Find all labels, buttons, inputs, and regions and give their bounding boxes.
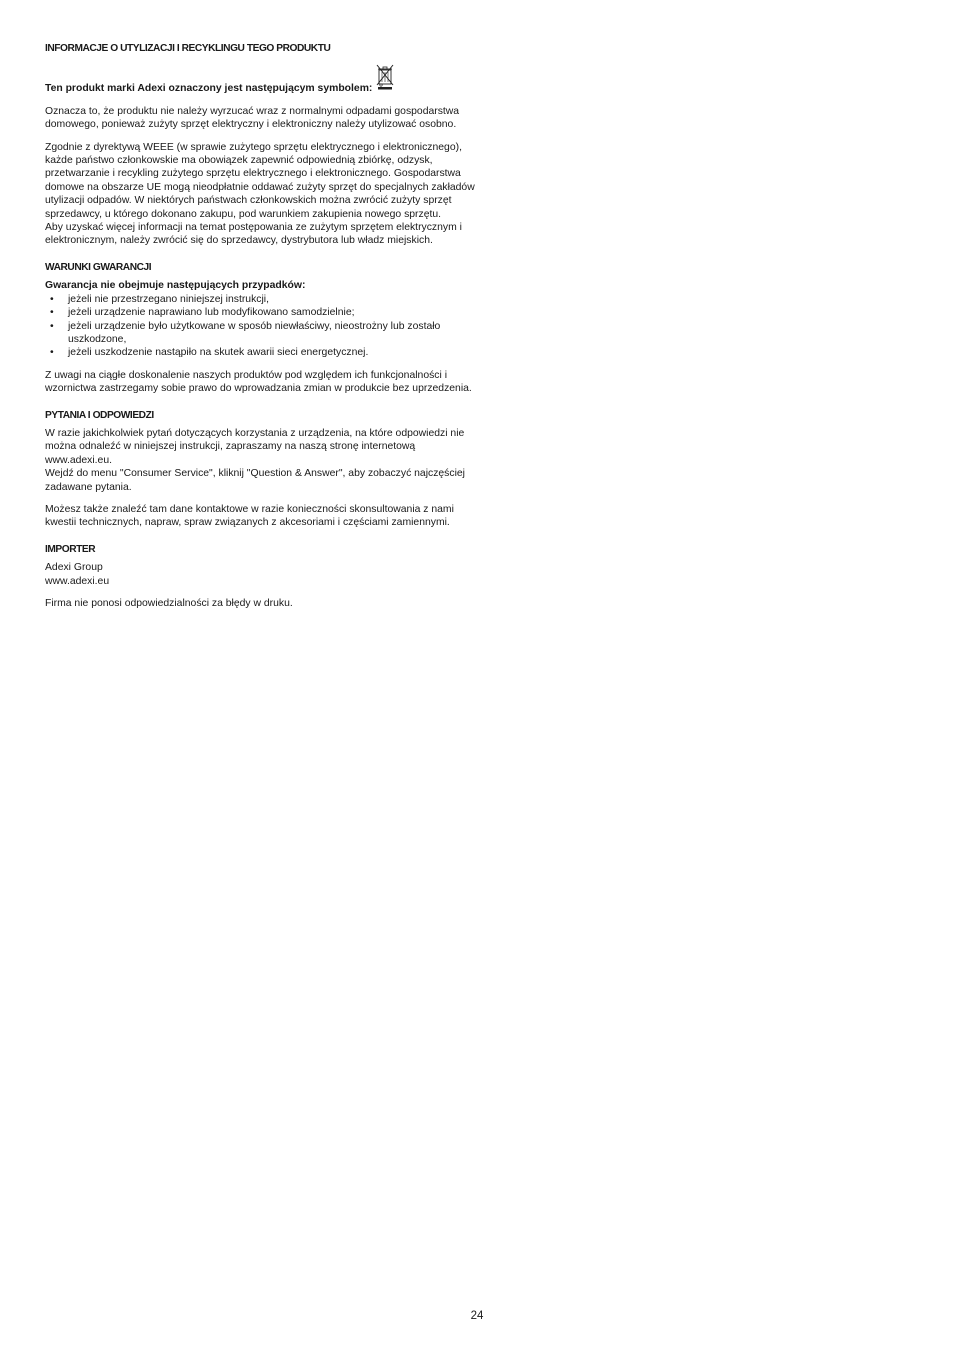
warranty-heading: WARUNKI GWARANCJI [45,261,152,273]
warranty-note: Z uwagi na ciągłe doskonalenie naszych produktów pod względem ich funkcjonalności i wzornictwa zastrzegamy sobie prawo do wprowadzania zmian w produkcie bez uprzedzenia. [45,369,472,395]
faq-paragraph-2: Możesz także znaleźć tam dane kontaktowe w razie konieczności skonsultowania z nami kwestii technicznych, napraw, spraw związanych z akcesoriami i częściami zamiennymi. [45,503,454,529]
warranty-intro: Gwarancja nie obejmuje następujących przypadków: [45,280,306,292]
page-number: 24 [470,1310,484,1322]
faq-paragraph-1a: W razie jakichkolwiek pytań dotyczących korzystania z urządzenia, na które odpowiedzi nie można odnaleźć w niniejszej instrukcji, zapraszamy na naszą stronę internetową www.adexi.eu. [45,427,465,466]
faq-heading: PYTANIA I ODPOWIEDZI [45,409,154,421]
list-item: • jeżeli uszkodzenie nastąpiło na skutek awarii sieci energetycznej. [45,346,475,359]
print-disclaimer: Firma nie ponosi odpowiedzialności za błędy w druku. [45,598,293,609]
document-body [45,42,475,610]
disposal-intro-row [45,64,475,95]
disposal-paragraph-2: Zgodnie z dyrektywą WEEE (w sprawie zużytego sprzętu elektrycznego i elektronicznego), każde państwo członkowskie ma obowiązek zapewnić odpowiednią zbiórkę, odzysk, przetwarzanie i recykling zużytego sprzętu elektrycznego i elektronicznego. Gospodarstwa domowe na obszarze UE mogą nieodpłatnie oddawać zużyty sprzęt do specjalnych zakładów utylizacji odpadów. W niektórych państwach członkowskich można zwrócić zużyty sprzęt sprzedawcy, u którego dokonano zakupu, pod warunkiem zakupienia nowego sprzętu. [45,141,475,220]
disposal-paragraph-1: Oznacza to, że produktu nie należy wyrzucać wraz z normalnymi odpadami gospodarstwa domowego, ponieważ zużyty sprzęt elektryczny i elektroniczny należy utylizować osobno. [45,105,460,131]
importer-heading: IMPORTER [45,543,96,555]
list-item: • jeżeli nie przestrzegano niniejszej instrukcji, [45,293,475,306]
faq-paragraph-1b: Wejdź do menu "Consumer Service", kliknij "Question & Answer", aby zobaczyć najczęściej zadawane pytania. [45,468,465,493]
warranty-exclusions-list [45,293,475,360]
list-item: • jeżeli urządzenie było użytkowane w sposób niewłaściwy, nieostrożny lub zostało uszkodzone, [45,320,475,347]
disposal-intro: Ten produkt marki Adexi oznaczony jest następującym symbolem: [45,83,373,95]
importer-name: Adexi Group [45,562,103,574]
importer-website: www.adexi.eu [45,575,110,587]
disposal-heading: INFORMACJE O UTYLIZACJI I RECYKLINGU TEGO PRODUKTU [45,43,331,54]
list-item: • jeżeli urządzenie naprawiano lub modyfikowano samodzielnie; [45,306,475,319]
disposal-paragraph-3: Aby uzyskać więcej informacji na temat postępowania ze zużytym sprzętem elektrycznym i elektronicznym, należy zwrócić się do sprzedawcy, dystrybutora lub władz miejskich. [45,222,462,247]
crossed-out-wheelie-bin-icon [376,64,394,94]
